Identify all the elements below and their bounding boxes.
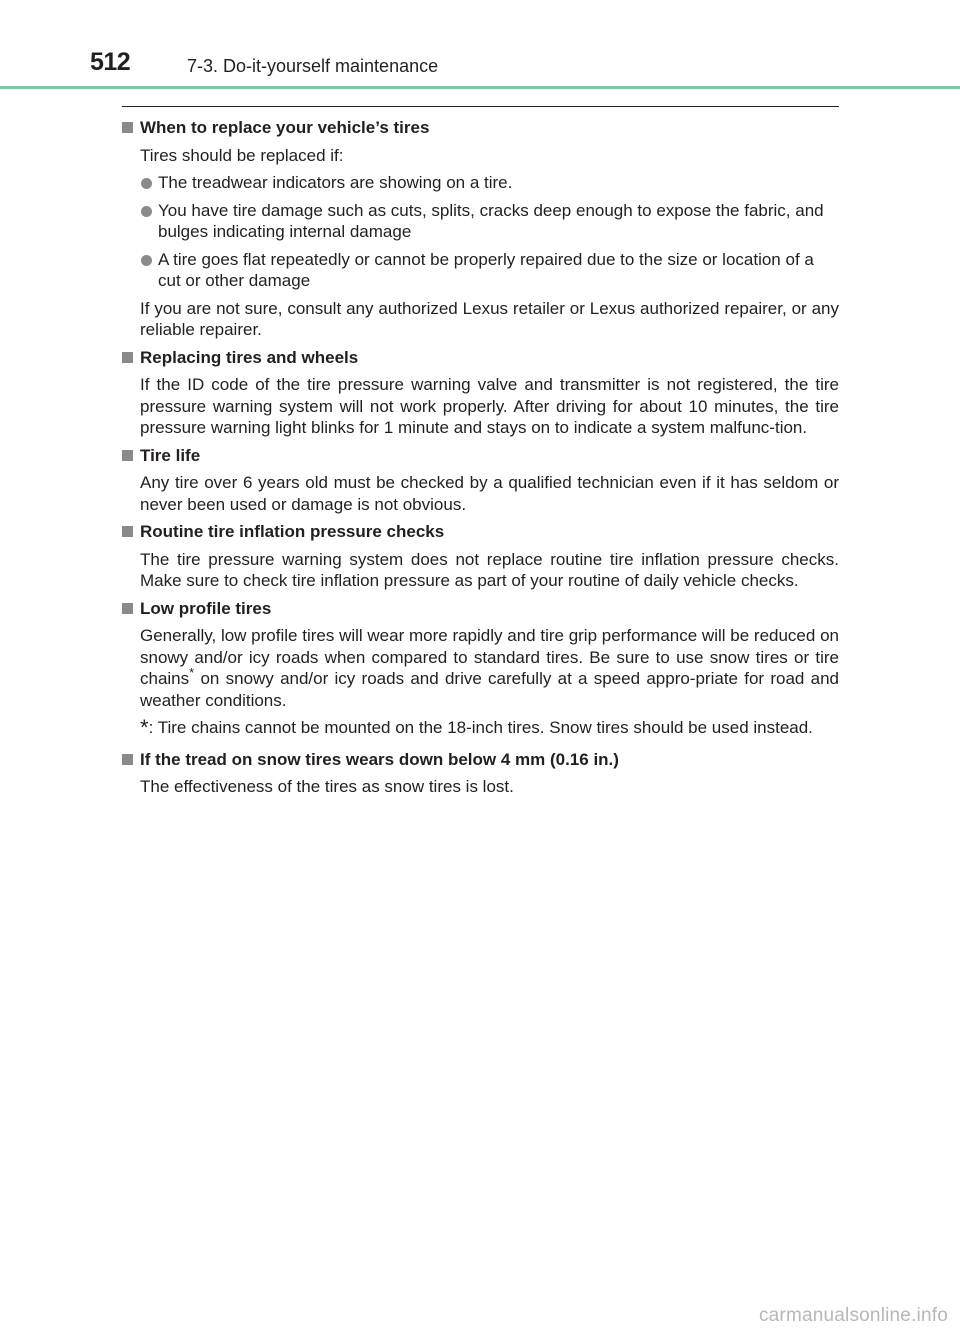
- square-bullet-icon: [122, 352, 133, 363]
- circle-bullet-icon: [141, 255, 152, 266]
- header-rule: [0, 86, 960, 89]
- section-heading: Replacing tires and wheels: [122, 347, 839, 369]
- section-heading: Routine tire inflation pressure checks: [122, 521, 839, 543]
- footnote: *: Tire chains cannot be mounted on the 18-inch tires. Snow tires should be used instead.: [140, 715, 813, 740]
- paragraph: If the ID code of the tire pressure warning valve and transmitter is not registered, the tire pressure warning system will not work properly. After driving for about 10 minutes, the tire pressure warning light blinks for 1 minute and stays on to indicate a system malfunc-tion.: [140, 375, 839, 437]
- page-number: 512: [90, 48, 131, 76]
- paragraph: Any tire over 6 years old must be checked by a qualified technician even if it has seldom or never been used or damage is not obvious.: [140, 473, 839, 514]
- circle-bullet-icon: [141, 178, 152, 189]
- paragraph: The tire pressure warning system does not replace routine tire inflation pressure checks. Make sure to check tire inflation pressure as part of your routine of daily vehicle checks.: [140, 549, 839, 590]
- paragraph: The effectiveness of the tires as snow tires is lost.: [140, 777, 514, 796]
- circle-bullet-icon: [141, 206, 152, 217]
- page-content: [122, 117, 839, 798]
- square-bullet-icon: [122, 603, 133, 614]
- watermark: carmanualsonline.info: [758, 1305, 948, 1326]
- list-item: The treadwear indicators are showing on a tire.: [122, 172, 839, 194]
- paragraph: Tires should be replaced if:: [140, 145, 344, 165]
- section-heading: If the tread on snow tires wears down below 4 mm (0.16 in.): [122, 749, 839, 771]
- paragraph: If you are not sure, consult any authorized Lexus retailer or Lexus authorized repairer, or any reliable repairer.: [140, 298, 839, 339]
- square-bullet-icon: [122, 450, 133, 461]
- square-bullet-icon: [122, 754, 133, 765]
- section-heading: When to replace your vehicle’s tires: [122, 117, 839, 139]
- footnote-marker: *: [189, 665, 195, 680]
- paragraph: Generally, low profile tires will wear more rapidly and tire grip performance will be reduced on snowy and/or icy roads when compared to standard tires. Be sure to use snow tires or tire chains* on snowy and/or icy roads and drive carefully at a speed appro-priate for road and weather conditions.: [140, 626, 839, 710]
- content-top-rule: [122, 106, 839, 107]
- square-bullet-icon: [122, 122, 133, 133]
- square-bullet-icon: [122, 526, 133, 537]
- section-heading: Tire life: [122, 445, 839, 467]
- list-item: You have tire damage such as cuts, splits, cracks deep enough to expose the fabric, and bulges indicating internal damage: [122, 200, 839, 243]
- section-heading: Low profile tires: [122, 598, 839, 620]
- section-title: 7-3. Do-it-yourself maintenance: [187, 56, 439, 76]
- list-item: A tire goes flat repeatedly or cannot be properly repaired due to the size or location of a cut or other damage: [122, 249, 839, 292]
- footnote-marker: *: [140, 715, 149, 740]
- page-header: [0, 0, 960, 90]
